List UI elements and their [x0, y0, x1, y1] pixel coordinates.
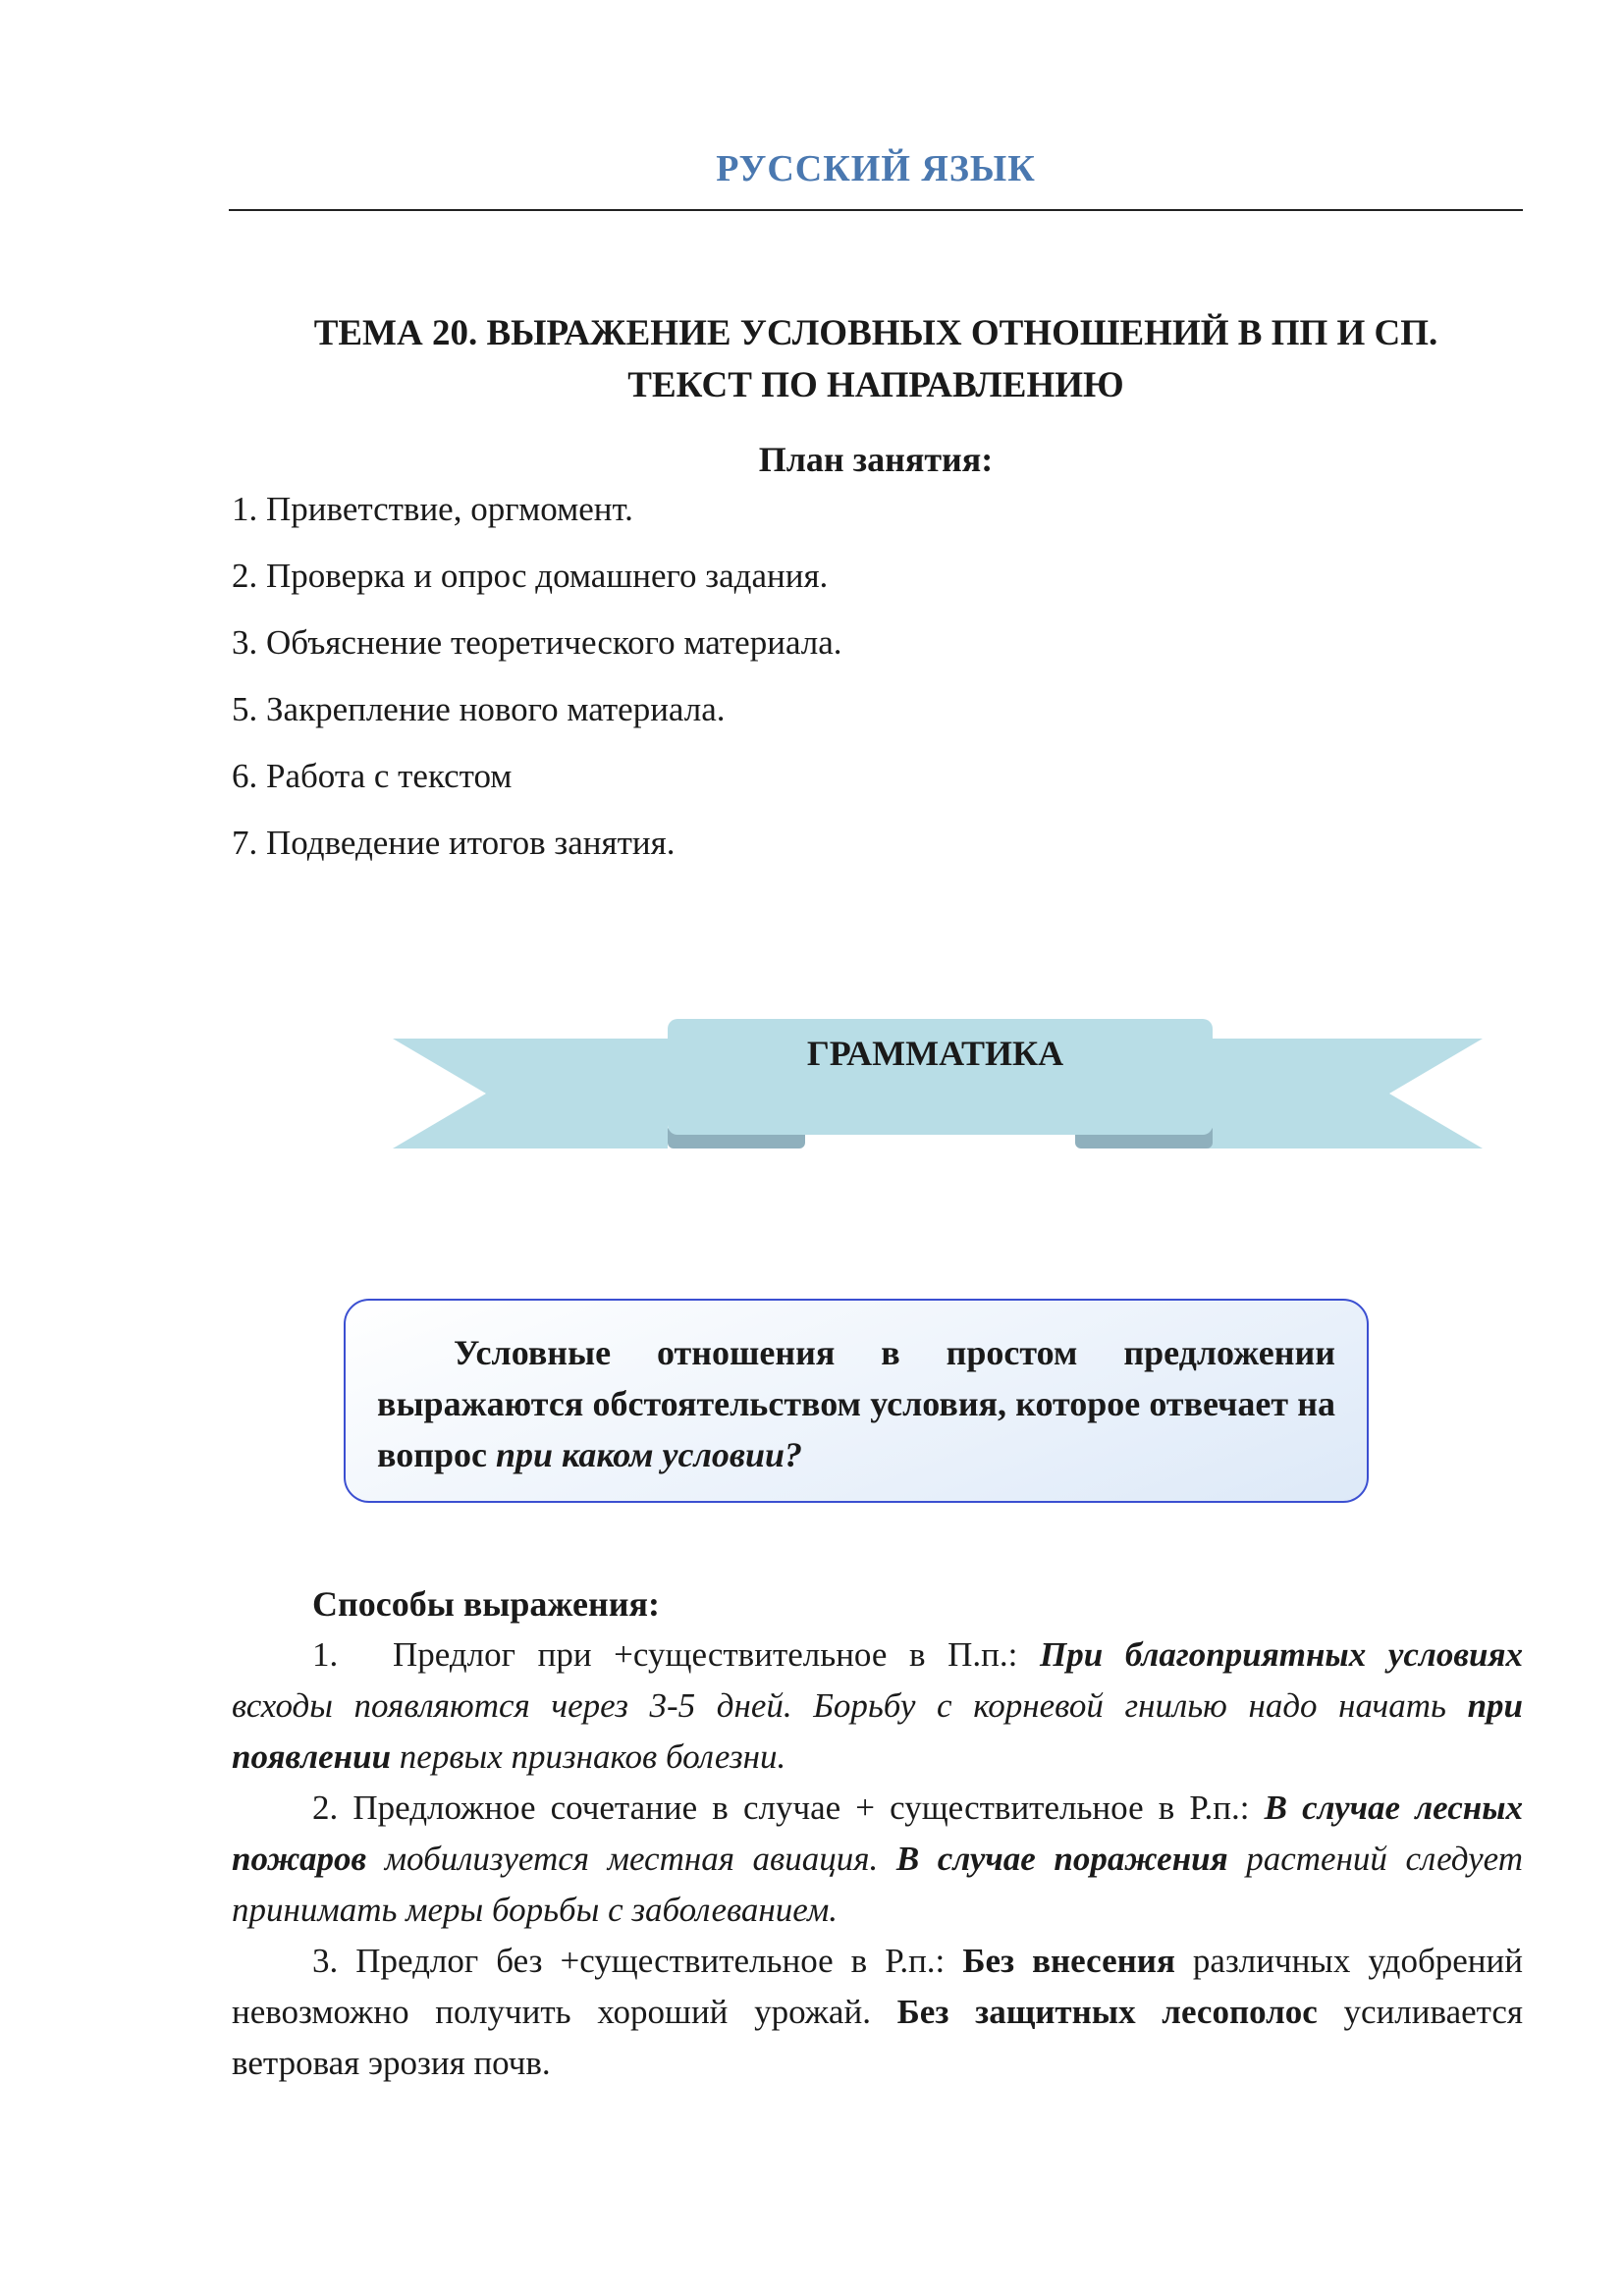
method-2-rule: 2. Предложное сочетание в случае + существительное в Р.п.:	[312, 1789, 1265, 1827]
method-3-text-1: различных удобрений невозможно получить хороший урожай.	[232, 1942, 1523, 2031]
ribbon-left-tail	[393, 1039, 668, 1148]
method-1	[232, 1629, 1523, 1783]
rule-statement: Условные отношения в простом предложении выражаются обстоятельством условия, которое отвечает на вопрос	[377, 1333, 1335, 1474]
method-1-keyword-2: при появлении	[232, 1686, 1523, 1776]
method-3-keyword-2: Без защитных лесополос	[896, 1993, 1318, 2031]
method-2	[232, 1783, 1523, 1936]
topic-title-line-1: ТЕМА 20. ВЫРАЖЕНИЕ УСЛОВНЫХ ОТНОШЕНИЙ В ПП И СП.	[313, 313, 1438, 353]
topic-title	[229, 307, 1523, 411]
rule-callout-box	[344, 1299, 1369, 1503]
method-2-example-2: растений следует принимать меры борьбы с заболеванием.	[232, 1840, 1523, 1929]
grammar-section-title: ГРАММАТИКА	[806, 1034, 1064, 1073]
lesson-plan-item: 6. Работа с текстом	[232, 757, 513, 795]
method-3-keyword-1: Без внесения	[962, 1942, 1175, 1980]
rule-text	[377, 1327, 1335, 1480]
method-1-rule: Предлог при +существительное в П.п.:	[393, 1635, 1041, 1674]
method-1-keyword-1: При благоприятных условиях	[1040, 1635, 1523, 1674]
lesson-plan-item: 2. Проверка и опрос домашнего задания.	[232, 557, 829, 595]
ribbon-right-tail	[1208, 1039, 1483, 1148]
lesson-plan-item: 5. Закрепление нового материала.	[232, 690, 726, 728]
method-3-text-2: усиливается ветровая эрозия почв.	[232, 1993, 1523, 2082]
method-1-number: 1.	[312, 1635, 339, 1674]
lesson-plan-title: План занятия:	[758, 440, 994, 479]
lesson-plan-item: 1. Приветствие, оргмомент.	[232, 490, 633, 528]
topic-title-line-2: ТЕКСТ ПО НАПРАВЛЕНИЮ	[627, 365, 1124, 405]
method-2-keyword-2: В случае поражения	[895, 1840, 1228, 1878]
method-3-rule: 3. Предлог без +существительное в Р.п.:	[312, 1942, 963, 1980]
method-2-example-1: мобилизуется местная авиация.	[366, 1840, 896, 1878]
rule-question: при каком условии?	[495, 1435, 803, 1474]
header-divider	[229, 209, 1523, 211]
lesson-plan-item: 7. Подведение итогов занятия.	[232, 824, 676, 862]
page-header-subject: РУССКИЙ ЯЗЫК	[716, 148, 1036, 189]
method-3	[232, 1936, 1523, 2089]
lesson-plan-item: 3. Объяснение теоретического материала.	[232, 623, 842, 662]
method-1-example-2: первых признаков болезни.	[391, 1737, 786, 1776]
method-2-keyword-1: В случае лесных пожаров	[232, 1789, 1523, 1878]
methods-title: Способы выражения:	[312, 1584, 660, 1624]
lesson-plan-list	[232, 487, 842, 887]
method-1-example-1: всходы появляются через 3-5 дней. Борьбу с корневой гнилью надо начать	[232, 1686, 1468, 1725]
methods-body	[232, 1629, 1523, 2089]
